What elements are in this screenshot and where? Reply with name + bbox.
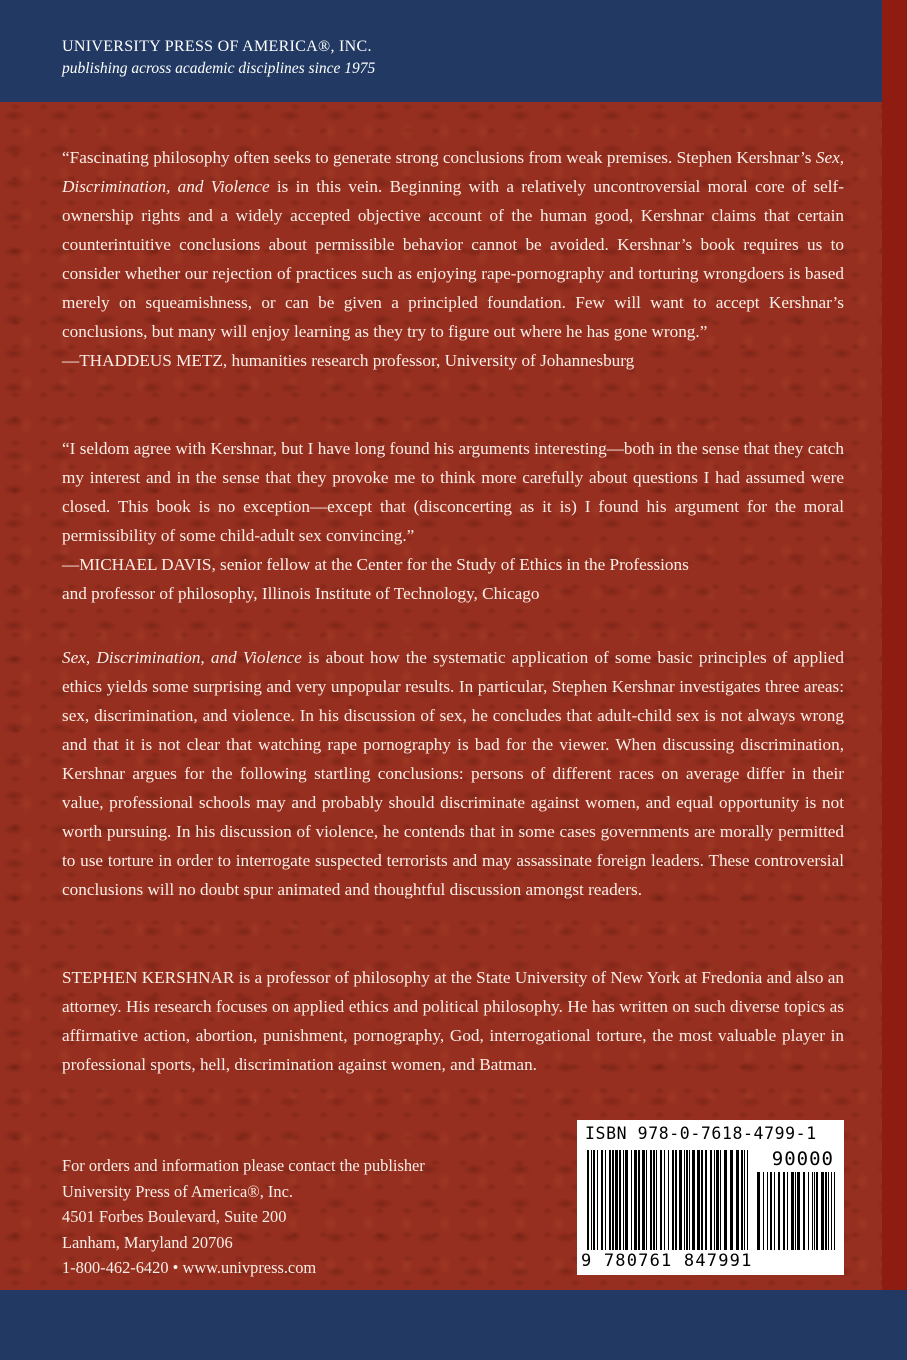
barcode-bar [825, 1172, 827, 1250]
isbn-label: ISBN 978-0-7618-4799-1 [585, 1124, 817, 1143]
barcode-bar [679, 1150, 682, 1250]
barcode-bar [646, 1150, 647, 1250]
barcode-bar [803, 1172, 805, 1250]
barcode-bar [720, 1150, 721, 1250]
author-bio: STEPHEN KERSHNAR is a professor of philosophy at the State University of New York at Fredonia and also an attorney. His research focuses on applied ethics and political philosophy. He has written on such diverse topics as affirmative action, abortion, punishment, pornography, God, interrogational torture, the most valuable player in professional sports, hell, discrimination against women, and Batman. [62, 968, 844, 1074]
contact-city: Lanham, Maryland 20706 [62, 1232, 233, 1252]
barcode-bar [716, 1150, 719, 1250]
barcode-bar [638, 1150, 640, 1250]
barcode-bar [783, 1172, 785, 1250]
barcode-bar [701, 1150, 703, 1250]
contact-street: 4501 Forbes Boulevard, Suite 200 [62, 1207, 287, 1226]
barcode-bar [653, 1150, 655, 1250]
barcode-bar [623, 1150, 624, 1250]
endorsement-metz [62, 143, 844, 375]
barcode-bar [744, 1150, 745, 1250]
barcode-bar [767, 1172, 768, 1250]
barcode-bar [692, 1150, 695, 1250]
barcode-bar [615, 1150, 618, 1250]
barcode-bar [778, 1172, 780, 1250]
barcode-bar [668, 1150, 669, 1250]
barcode-bar [814, 1172, 815, 1250]
barcode-bar [609, 1150, 611, 1250]
barcode-bar [631, 1150, 632, 1250]
book-title: Sex, Discrimination, and Violence [62, 148, 844, 196]
barcode-bar [664, 1150, 665, 1250]
barcode-bar [625, 1150, 628, 1250]
barcode-bar [714, 1150, 715, 1250]
barcode-bar [741, 1150, 743, 1250]
barcode-bar [730, 1150, 733, 1250]
barcode-bar [697, 1150, 700, 1250]
barcode-bar [812, 1172, 813, 1250]
isbn-barcode [577, 1120, 844, 1275]
publisher-name: UNIVERSITY PRESS OF AMERICA®, INC. [62, 38, 372, 55]
barcode-bar [684, 1150, 685, 1250]
endorsement-text: “I seldom agree with Kershnar, but I have long found his arguments interesting—both in the sense that they catch my interest and in the sense that they provoke me to think more carefully about questions I had assumed were closed. This book is no exception—except that (disconcerting as it is) I found his argument for the moral permissibility of some child-adult sex convincing.” [62, 439, 844, 545]
barcode-bar [724, 1150, 727, 1250]
barcode-bar [705, 1150, 707, 1250]
barcode-bar [612, 1150, 614, 1250]
barcode-bar [675, 1150, 677, 1250]
barcode-bar [770, 1172, 772, 1250]
endorsement-text: “Fascinating philosophy often seeks to generate strong conclusions from weak premises. Stephen Kershnar’s Sex, Discrimination, and Violence is in this vein. Beginning with a relatively uncontroversial moral core of self-ownership rights and a widely accepted objective account of the human good, Kershnar claims that certain counterintuitive conclusions about permissible behavior cannot be avoided. Kershnar’s book requires us to consider whether our rejection of practices such as enjoying rape-pornography and torturing wrongdoers is based merely on squeamishness, or can be given a principled foundation. Few will want to accept Kershnar’s conclusions, but many will enjoy learning as they try to figure out where he has gone wrong.” [62, 148, 844, 341]
publisher-banner [0, 0, 882, 102]
barcode-bar [686, 1150, 688, 1250]
barcode-bar [689, 1150, 690, 1250]
barcode-bar [821, 1172, 824, 1250]
barcode-bar [795, 1172, 796, 1250]
barcode-bar [650, 1150, 652, 1250]
barcode-bar [587, 1150, 589, 1250]
barcode-bar [808, 1172, 809, 1250]
barcode-bar [710, 1150, 712, 1250]
ean-digits: 9 780761 847991 [581, 1251, 753, 1271]
barcode-bar [605, 1150, 606, 1250]
barcode-bar [763, 1172, 764, 1250]
bottom-band [0, 1290, 907, 1360]
contact-phone-web: 1-800-462-6420 • www.univpress.com [62, 1258, 317, 1277]
barcode-bar [774, 1172, 775, 1250]
book-title: Sex, Discrimination, and Violence [62, 648, 302, 667]
barcode-bar [642, 1150, 645, 1250]
endorsement-attribution-cont: and professor of philosophy, Illinois Institute of Technology, Chicago [62, 584, 540, 603]
barcode-bar [736, 1150, 739, 1250]
barcode-bar [787, 1172, 788, 1250]
barcode-bar [593, 1150, 595, 1250]
barcode-bar [757, 1172, 760, 1250]
barcode-bar [816, 1172, 818, 1250]
endorsement-attribution: —THADDEUS METZ, humanities research professor, University of Johannesburg [62, 351, 635, 370]
book-description: Sex, Discrimination, and Violence is about how the systematic application of some basic principles of applied ethics yields some surprising and very unpopular results. In particular, Stephen Kershnar investigates three areas: sex, discrimination, and violence. In his discussion of sex, he concludes that adult-child sex is not always wrong and that it is not clear that watching rape pornography is bad for the viewer. When discussing discrimination, Kershnar argues for the following startling conclusions: persons of different races on average differ in their value, professional schools may and probably should discriminate against women, and equal opportunity is not worth pursuing. In his discussion of violence, he contends that in some cases governments are morally permitted to use torture in order to interrogate suspected terrorists and may assassinate foreign leaders. These controversial conclusions will no doubt spur animated and thoughtful discussion amongst readers. [62, 648, 844, 899]
barcode-bar [597, 1150, 598, 1250]
barcode-bar [828, 1172, 829, 1250]
barcode-bar [656, 1150, 657, 1250]
price-code: 90000 [771, 1148, 834, 1170]
barcode-bar [591, 1150, 592, 1250]
barcode-bar [747, 1150, 748, 1250]
barcode-bar [601, 1150, 603, 1250]
contact-intro: For orders and information please contact the publisher [62, 1156, 425, 1175]
barcode-bar [619, 1150, 621, 1250]
publisher-tagline: publishing across academic disciplines since 1975 [62, 60, 376, 77]
barcode-bar [634, 1150, 637, 1250]
endorsement-attribution: —MICHAEL DAVIS, senior fellow at the Center for the Study of Ethics in the Professions [62, 555, 689, 574]
endorsement-davis [62, 434, 844, 608]
barcode-bar [660, 1150, 662, 1250]
barcode-bar [834, 1172, 835, 1250]
barcode-bar [797, 1172, 800, 1250]
barcode-bar [791, 1172, 794, 1250]
barcode-bar [672, 1150, 674, 1250]
publisher-contact [62, 1153, 425, 1281]
contact-publisher: University Press of America®, Inc. [62, 1181, 293, 1201]
spine-edge [882, 0, 907, 1290]
barcode-bar [831, 1172, 832, 1250]
